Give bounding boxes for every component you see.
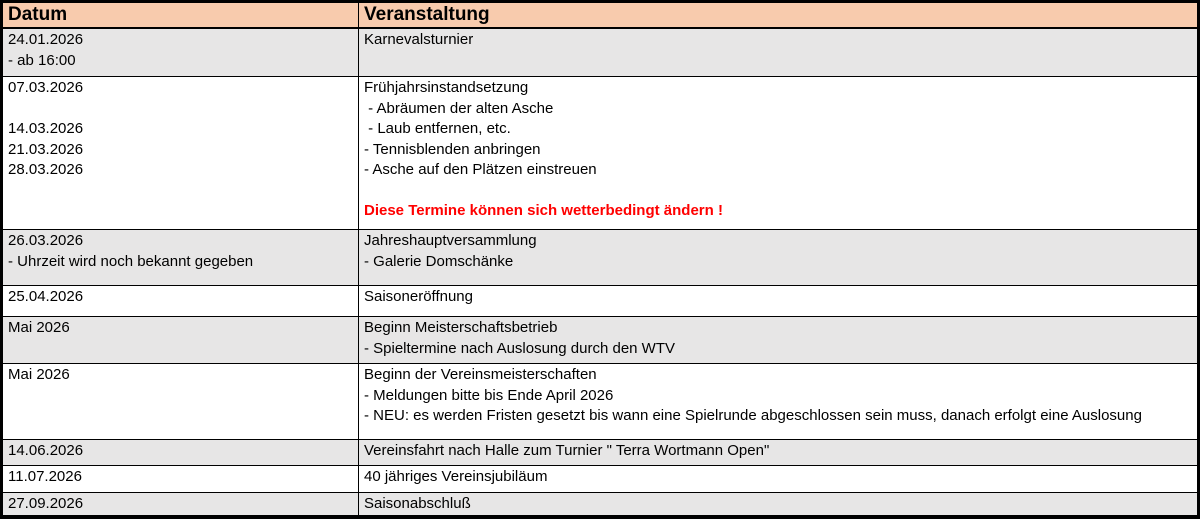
table-row <box>3 364 1197 440</box>
veranstaltung-column-header: Veranstaltung <box>364 4 490 25</box>
cell-line: - ab 16:00 <box>8 51 76 69</box>
cell-line: Beginn Meisterschaftsbetrieb <box>364 319 558 336</box>
cell-line: - Laub entfernen, etc. <box>364 120 511 137</box>
table-header-row <box>3 3 1197 29</box>
cell-line: 27.09.2026 <box>8 495 84 512</box>
cell-line: Frühjahrsinstandsetzung <box>364 79 529 96</box>
table-row <box>3 77 1197 230</box>
veranstaltung-cell <box>359 286 1197 316</box>
event-table-body <box>3 29 1197 516</box>
datum-column-header: Datum <box>3 3 359 27</box>
cell-line: 26.03.2026 <box>8 232 84 249</box>
table-row <box>3 317 1197 364</box>
cell-line: 21.03.2026 <box>8 140 84 158</box>
datum-cell <box>3 440 359 465</box>
cell-line: Mai 2026 <box>8 366 70 383</box>
cell-line <box>364 181 1193 202</box>
cell-line: Jahreshauptversammlung <box>364 232 537 249</box>
datum-cell <box>3 286 359 316</box>
datum-cell <box>3 493 359 515</box>
veranstaltung-cell <box>359 77 1197 229</box>
cell-line: - Asche auf den Plätzen einstreuen <box>364 161 597 178</box>
datum-cell <box>3 364 359 439</box>
datum-cell <box>3 230 359 285</box>
cell-line: Saisonabschluß <box>364 495 471 512</box>
cell-line: Vereinsfahrt nach Halle zum Turnier " Terra Wortmann Open" <box>364 442 770 459</box>
cell-line: - Meldungen bitte bis Ende April 2026 <box>364 386 614 404</box>
cell-line: - Uhrzeit wird noch bekannt gegeben <box>8 252 254 270</box>
veranstaltung-cell <box>359 440 1197 465</box>
datum-cell <box>3 317 359 363</box>
datum-cell <box>3 29 359 76</box>
table-row <box>3 286 1197 317</box>
cell-line: 11.07.2026 <box>8 468 82 485</box>
cell-line: Beginn der Vereinsmeisterschaften <box>364 366 597 383</box>
cell-line: 14.03.2026 <box>8 120 84 137</box>
table-row <box>3 493 1197 516</box>
veranstaltung-cell <box>359 364 1197 439</box>
cell-line: - Tennisblenden anbringen <box>364 140 541 158</box>
cell-line: 25.04.2026 <box>8 288 84 305</box>
cell-line: 14.06.2026 <box>8 442 84 459</box>
cell-line: 40 jähriges Vereinsjubiläum <box>364 468 548 485</box>
cell-line: 24.01.2026 <box>8 31 84 48</box>
cell-line: 28.03.2026 <box>8 161 84 178</box>
cell-line <box>8 99 354 120</box>
cell-line: Mai 2026 <box>8 319 70 336</box>
cell-line: - Galerie Domschänke <box>364 252 514 270</box>
cell-line: Saisoneröffnung <box>364 288 473 305</box>
cell-line: 07.03.2026 <box>8 79 84 96</box>
cell-line: - Abräumen der alten Asche <box>364 99 554 117</box>
cell-line: - NEU: es werden Fristen gesetzt bis wann eine Spielrunde abgeschlossen sein muss, danach erfolgt eine Auslosung <box>364 407 1142 424</box>
datum-cell <box>3 77 359 229</box>
veranstaltung-cell <box>359 466 1197 492</box>
veranstaltung-cell <box>359 317 1197 363</box>
cell-line: Karnevalsturnier <box>364 31 474 48</box>
datum-cell <box>3 466 359 492</box>
table-row <box>3 440 1197 466</box>
table-row <box>3 29 1197 77</box>
warning-note: Diese Termine können sich wetterbedingt ändern ! <box>364 202 723 219</box>
cell-line: - Spieltermine nach Auslosung durch den WTV <box>364 339 675 357</box>
veranstaltung-cell <box>359 493 1197 515</box>
veranstaltung-cell <box>359 29 1197 76</box>
table-row <box>3 466 1197 493</box>
table-row <box>3 230 1197 286</box>
veranstaltung-cell <box>359 230 1197 285</box>
